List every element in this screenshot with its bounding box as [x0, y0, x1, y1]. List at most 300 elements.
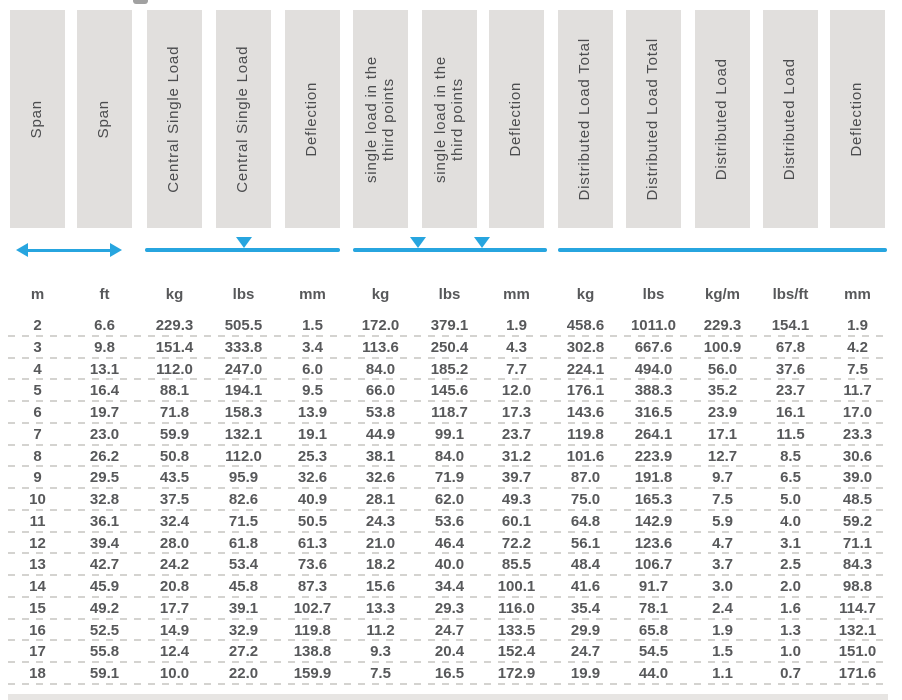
table-cell: 39.1	[228, 599, 259, 617]
table-cell: 23.7	[775, 382, 806, 400]
table-cell: 78.1	[638, 599, 669, 617]
column-header-central	[147, 10, 202, 228]
table-cell: 9.5	[302, 382, 323, 400]
column-header-third	[489, 10, 544, 228]
table-cell: 191.8	[634, 469, 673, 487]
table-cell: 159.9	[293, 665, 332, 682]
table-cell: 8.5	[780, 447, 801, 465]
column-unit-label: kg/m	[704, 286, 740, 303]
table-cell: 64.8	[570, 512, 601, 530]
table-cell: 151.4	[155, 338, 194, 356]
column-unit-label: lbs	[438, 286, 461, 303]
table-cell: 34.4	[434, 578, 465, 595]
table-cell: 145.6	[430, 382, 469, 400]
table-cell: 61.3	[297, 534, 328, 552]
table-cell: 1.9	[847, 317, 868, 334]
table-cell: 101.6	[566, 447, 605, 465]
table-cell: 17.1	[707, 425, 738, 443]
table-cell: 98.8	[842, 578, 873, 595]
table-cell: 19.9	[570, 665, 601, 682]
table-cell: 21.0	[365, 534, 396, 552]
arrow-right-icon	[110, 243, 122, 257]
table-cell: 11.7	[843, 382, 872, 400]
column-header-line: Distributed Load Total	[644, 37, 662, 201]
table-cell: 11.5	[776, 425, 805, 443]
column-header-label	[96, 100, 113, 138]
table-cell: 4	[33, 360, 42, 378]
table-cell: 3.7	[712, 556, 733, 574]
table-cell: 302.8	[566, 338, 605, 356]
column-header-span	[77, 10, 132, 228]
table-cell: 14.9	[159, 621, 190, 639]
table-cell: 25.3	[297, 447, 328, 465]
table-cell: 100.9	[703, 338, 742, 356]
table-cell: 19.7	[89, 404, 120, 421]
table-cell: 158.3	[224, 404, 263, 421]
table-cell: 71.9	[434, 469, 465, 487]
column-header-line: Distributed Load	[713, 57, 731, 181]
third-point-load-marker-icon	[410, 237, 426, 248]
table-cell: 62.0	[434, 491, 465, 508]
table-cell: 0.7	[780, 665, 801, 682]
column-header-line: Deflection	[848, 81, 866, 157]
table-cell: 123.6	[634, 534, 673, 552]
table-cell: 39.7	[501, 469, 532, 487]
table-cell: 133.5	[497, 621, 536, 639]
table-cell: 27.2	[228, 643, 259, 661]
table-cell: 100.1	[497, 578, 536, 595]
table-cell: 6.0	[302, 360, 323, 378]
table-cell: 49.2	[89, 599, 120, 617]
table-cell: 20.8	[159, 578, 190, 595]
table-cell: 1.3	[780, 621, 801, 639]
table-cell: 29.9	[570, 621, 601, 639]
table-cell: 23.9	[707, 404, 738, 421]
table-cell: 250.4	[430, 338, 469, 356]
column-unit-label: kg	[371, 286, 390, 303]
table-cell: 61.8	[228, 534, 259, 552]
table-cell: 333.8	[224, 338, 263, 356]
table-cell: 7.5	[847, 360, 868, 378]
table-cell: 3.0	[712, 578, 733, 595]
table-cell: 12.7	[707, 447, 738, 465]
table-cell: 23.3	[842, 425, 873, 443]
table-cell: 2	[33, 317, 42, 334]
table-cell: 24.7	[434, 621, 465, 639]
table-cell: 316.5	[634, 404, 673, 421]
table-cell: 143.6	[566, 404, 605, 421]
table-cell: 46.4	[434, 534, 465, 552]
table-cell: 32.6	[365, 469, 396, 487]
table-row	[0, 533, 902, 555]
table-row	[0, 620, 902, 642]
table-cell: 72.2	[501, 534, 532, 552]
table-row	[0, 467, 902, 489]
table-cell: 194.1	[224, 382, 263, 400]
column-header-distributed	[626, 10, 681, 228]
column-header-label	[364, 56, 397, 183]
table-cell: 45.8	[228, 578, 259, 595]
table-cell: 16	[29, 621, 46, 639]
table-row	[0, 511, 902, 533]
table-cell: 32.6	[297, 469, 328, 487]
row-separator	[8, 683, 890, 685]
table-row	[0, 359, 902, 381]
table-cell: 41.6	[570, 578, 601, 595]
table-cell: 1.5	[302, 317, 323, 334]
column-header-label	[782, 58, 799, 180]
table-cell: 4.2	[847, 338, 868, 356]
column-header-distributed	[558, 10, 613, 228]
table-cell: 28.1	[365, 491, 396, 508]
table-cell: 50.8	[159, 447, 190, 465]
table-cell: 229.3	[703, 317, 742, 334]
table-cell: 53.8	[365, 404, 396, 421]
table-cell: 18.2	[365, 556, 396, 574]
column-unit-label: mm	[503, 286, 530, 303]
table-cell: 667.6	[634, 338, 673, 356]
column-unit-label: lbs	[232, 286, 255, 303]
table-cell: 88.1	[159, 382, 190, 400]
column-header-label	[433, 56, 466, 183]
column-header-distributed	[695, 10, 750, 228]
table-cell: 132.1	[224, 425, 263, 443]
table-cell: 4.0	[780, 512, 801, 530]
table-row	[0, 641, 902, 663]
column-header-label	[166, 46, 183, 193]
table-cell: 6.5	[780, 469, 801, 487]
column-unit-label: mm	[299, 286, 326, 303]
table-cell: 1.1	[712, 665, 733, 682]
column-header-central	[285, 10, 340, 228]
table-cell: 114.7	[839, 599, 876, 617]
table-cell: 10.0	[159, 665, 190, 682]
table-cell: 102.7	[293, 599, 332, 617]
table-cell: 24.2	[159, 556, 190, 574]
column-unit-label: kg	[165, 286, 184, 303]
table-cell: 60.1	[501, 512, 532, 530]
table-cell: 52.5	[89, 621, 120, 639]
table-cell: 2.0	[780, 578, 801, 595]
table-cell: 7	[33, 425, 42, 443]
table-cell: 99.1	[434, 425, 465, 443]
table-cell: 32.4	[159, 512, 190, 530]
column-header-third	[353, 10, 408, 228]
table-cell: 43.5	[159, 469, 190, 487]
third-point-load-beam-line	[353, 248, 547, 252]
table-row	[0, 315, 902, 337]
table-cell: 87.3	[297, 578, 328, 595]
cropped-text-artifact	[133, 0, 148, 4]
table-cell: 13	[29, 556, 46, 574]
table-cell: 113.6	[362, 338, 399, 356]
column-header-line: single load in the	[432, 55, 450, 183]
table-cell: 40.9	[297, 491, 328, 508]
table-cell: 151.0	[838, 643, 877, 661]
table-cell: 26.2	[89, 447, 120, 465]
table-cell: 247.0	[224, 360, 263, 378]
column-header-line: third points	[379, 77, 397, 161]
table-row	[0, 424, 902, 446]
table-cell: 67.8	[775, 338, 806, 356]
table-cell: 36.1	[89, 512, 120, 530]
column-header-label	[645, 38, 662, 200]
table-cell: 9.8	[94, 338, 115, 356]
central-load-beam-line	[145, 248, 340, 252]
column-header-line: Span	[28, 99, 46, 139]
table-cell: 82.6	[228, 491, 259, 508]
table-cell: 3.4	[302, 338, 323, 356]
central-load-marker-icon	[236, 237, 252, 248]
table-cell: 112.0	[156, 360, 193, 378]
column-unit-label: lbs	[642, 286, 665, 303]
column-header-line: Distributed Load Total	[576, 37, 594, 201]
table-cell: 2.5	[780, 556, 801, 574]
table-cell: 29.3	[434, 599, 465, 617]
table-cell: 176.1	[566, 382, 605, 400]
table-cell: 14	[29, 578, 46, 595]
table-row	[0, 489, 902, 511]
table-cell: 1.9	[712, 621, 733, 639]
table-cell: 116.0	[498, 599, 535, 617]
table-cell: 118.7	[431, 404, 468, 421]
table-cell: 13.3	[365, 599, 396, 617]
column-header-third	[422, 10, 477, 228]
table-cell: 494.0	[634, 360, 673, 378]
table-cell: 119.8	[567, 425, 604, 443]
table-cell: 85.5	[501, 556, 532, 574]
table-cell: 48.4	[570, 556, 601, 574]
table-cell: 7.5	[370, 665, 391, 682]
table-cell: 73.6	[297, 556, 328, 574]
table-cell: 16.4	[89, 382, 120, 400]
table-cell: 9	[33, 469, 42, 487]
table-cell: 17	[29, 643, 46, 661]
table-row	[0, 663, 902, 685]
table-cell: 15	[29, 599, 46, 617]
table-cell: 56.1	[570, 534, 601, 552]
table-cell: 59.1	[89, 665, 120, 682]
table-cell: 23.7	[501, 425, 532, 443]
table-cell: 264.1	[634, 425, 673, 443]
table-cell: 5.0	[780, 491, 801, 508]
table-cell: 19.1	[297, 425, 328, 443]
table-cell: 56.0	[707, 360, 738, 378]
table-row	[0, 380, 902, 402]
table-cell: 388.3	[634, 382, 673, 400]
column-header-label	[304, 82, 321, 157]
table-cell: 10	[29, 491, 46, 508]
table-cell: 42.7	[89, 556, 120, 574]
table-cell: 1011.0	[630, 317, 677, 334]
table-cell: 12.4	[159, 643, 190, 661]
table-cell: 17.3	[501, 404, 532, 421]
table-cell: 1.0	[780, 643, 801, 661]
table-cell: 17.7	[159, 599, 190, 617]
column-header-line: Central Single Load	[234, 45, 252, 193]
table-cell: 13.9	[297, 404, 328, 421]
table-cell: 59.9	[159, 425, 190, 443]
table-cell: 132.1	[838, 621, 877, 639]
table-cell: 142.9	[634, 512, 673, 530]
table-cell: 138.8	[293, 643, 332, 661]
table-cell: 3	[33, 338, 42, 356]
table-cell: 59.2	[842, 512, 873, 530]
column-header-line: third points	[448, 77, 466, 161]
column-header-line: Distributed Load	[781, 57, 799, 181]
table-cell: 505.5	[224, 317, 263, 334]
table-cell: 45.9	[89, 578, 120, 595]
table-row	[0, 337, 902, 359]
table-cell: 39.4	[89, 534, 120, 552]
table-row	[0, 402, 902, 424]
table-cell: 15.6	[365, 578, 396, 595]
table-cell: 171.6	[838, 665, 877, 682]
table-cell: 4.3	[506, 338, 527, 356]
column-header-label	[849, 82, 866, 157]
table-cell: 32.8	[89, 491, 120, 508]
table-cell: 40.0	[434, 556, 465, 574]
column-header-label	[508, 82, 525, 157]
table-cell: 84.3	[842, 556, 873, 574]
table-cell: 379.1	[430, 317, 469, 334]
table-cell: 4.7	[712, 534, 733, 552]
table-cell: 53.6	[434, 512, 465, 530]
table-cell: 20.4	[434, 643, 465, 661]
table-cell: 12.0	[501, 382, 532, 400]
table-cell: 18	[29, 665, 46, 682]
table-cell: 75.0	[570, 491, 601, 508]
table-cell: 39.0	[842, 469, 873, 487]
table-cell: 95.9	[228, 469, 259, 487]
column-header-label	[29, 100, 46, 138]
table-cell: 458.6	[566, 317, 605, 334]
table-cell: 17.0	[842, 404, 873, 421]
table-cell: 22.0	[228, 665, 259, 682]
table-row	[0, 446, 902, 468]
table-cell: 165.3	[634, 491, 673, 508]
column-unit-label: mm	[844, 286, 871, 303]
table-cell: 71.5	[228, 512, 259, 530]
column-header-line: single load in the	[363, 55, 381, 183]
third-point-load-marker-icon	[474, 237, 490, 248]
table-cell: 7.7	[506, 360, 527, 378]
table-cell: 8	[33, 447, 42, 465]
span-arrow-shaft	[26, 249, 112, 252]
table-cell: 44.9	[365, 425, 396, 443]
table-cell: 172.9	[497, 665, 536, 682]
table-cell: 87.0	[570, 469, 601, 487]
table-cell: 55.8	[89, 643, 120, 661]
table-cell: 1.6	[780, 599, 801, 617]
table-cell: 44.0	[638, 665, 669, 682]
table-cell: 48.5	[842, 491, 873, 508]
table-cell: 65.8	[638, 621, 669, 639]
column-header-label	[577, 38, 594, 200]
table-cell: 3.1	[780, 534, 801, 552]
table-cell: 185.2	[430, 360, 469, 378]
table-cell: 49.3	[501, 491, 532, 508]
column-header-line: Span	[95, 99, 113, 139]
column-header-distributed	[830, 10, 885, 228]
column-header-line: Deflection	[507, 81, 525, 157]
table-cell: 71.8	[159, 404, 190, 421]
table-cell: 152.4	[497, 643, 536, 661]
table-cell: 35.2	[707, 382, 738, 400]
column-header-line: Deflection	[303, 81, 321, 157]
table-cell: 66.0	[365, 382, 396, 400]
table-cell: 6.6	[94, 317, 115, 334]
table-cell: 119.8	[294, 621, 331, 639]
table-cell: 1.9	[506, 317, 527, 334]
column-header-span	[10, 10, 65, 228]
table-cell: 5	[33, 382, 42, 400]
table-row	[0, 576, 902, 598]
table-cell: 5.9	[712, 512, 733, 530]
column-header-central	[216, 10, 271, 228]
table-cell: 23.0	[89, 425, 120, 443]
table-cell: 38.1	[365, 447, 396, 465]
column-header-label	[235, 46, 252, 193]
table-cell: 9.7	[712, 469, 733, 487]
table-cell: 223.9	[634, 447, 673, 465]
table-cell: 71.1	[842, 534, 873, 552]
table-cell: 32.9	[228, 621, 259, 639]
table-cell: 50.5	[297, 512, 328, 530]
table-cell: 7.5	[712, 491, 733, 508]
column-unit-label: kg	[576, 286, 595, 303]
table-cell: 13.1	[89, 360, 120, 378]
table-cell: 229.3	[155, 317, 194, 334]
column-header-label	[714, 58, 731, 180]
table-cell: 53.4	[228, 556, 259, 574]
table-cell: 2.4	[712, 599, 733, 617]
column-unit-label: m	[30, 286, 45, 303]
table-cell: 224.1	[566, 360, 605, 378]
table-cell: 16.5	[434, 665, 465, 682]
table-cell: 6	[33, 404, 42, 421]
table-cell: 16.1	[775, 404, 806, 421]
table-row	[0, 598, 902, 620]
table-cell: 54.5	[638, 643, 669, 661]
table-row	[0, 554, 902, 576]
table-cell: 11.2	[366, 621, 395, 639]
table-cell: 24.3	[365, 512, 396, 530]
table-cell: 106.7	[634, 556, 673, 574]
table-cell: 112.0	[225, 447, 262, 465]
table-cell: 91.7	[638, 578, 669, 595]
table-cell: 37.6	[775, 360, 806, 378]
table-cell: 154.1	[771, 317, 810, 334]
table-cell: 11	[29, 512, 46, 530]
table-cell: 172.0	[361, 317, 400, 334]
table-cell: 31.2	[501, 447, 532, 465]
column-header-line: Central Single Load	[165, 45, 183, 193]
table-cell: 28.0	[159, 534, 190, 552]
table-cell: 35.4	[570, 599, 601, 617]
distributed-load-beam-line	[558, 248, 887, 252]
table-cell: 84.0	[365, 360, 396, 378]
table-cell: 37.5	[159, 491, 190, 508]
column-unit-label: ft	[99, 286, 110, 303]
next-section-bar-cropped	[8, 694, 888, 700]
table-cell: 12	[29, 534, 46, 552]
table-cell: 24.7	[570, 643, 601, 661]
column-header-distributed	[763, 10, 818, 228]
table-cell: 9.3	[370, 643, 391, 661]
table-cell: 30.6	[842, 447, 873, 465]
table-cell: 84.0	[434, 447, 465, 465]
